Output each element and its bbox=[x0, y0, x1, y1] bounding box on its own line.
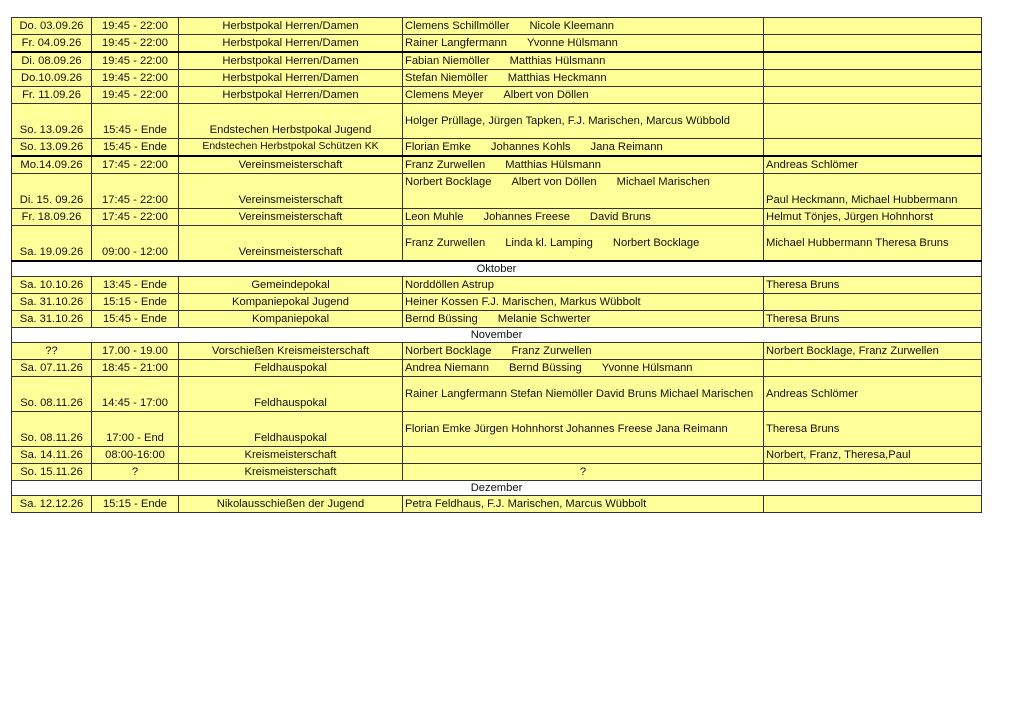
date-cell: Sa. 31.10.26 bbox=[12, 293, 92, 310]
names-cell bbox=[403, 35, 764, 53]
responsible-cell bbox=[764, 52, 982, 70]
event-cell: Gemeindepokal bbox=[179, 276, 403, 293]
responsible-cell: Theresa Bruns bbox=[764, 276, 982, 293]
table-row bbox=[12, 139, 982, 157]
person-name: Heiner Kossen F.J. Marischen, Markus Wübbolt bbox=[405, 295, 641, 308]
date-cell: Fr. 18.09.26 bbox=[12, 209, 92, 226]
date-cell: Sa. 12.12.26 bbox=[12, 495, 92, 512]
time-cell: 08:00-16:00 bbox=[92, 446, 179, 463]
person-name: Holger Prüllage, Jürgen Tapken, F.J. Marischen, Marcus Wübbold bbox=[405, 115, 731, 127]
responsible-cell bbox=[764, 104, 982, 139]
time-cell: 19:45 - 22:00 bbox=[92, 70, 179, 87]
responsible-cell bbox=[764, 359, 982, 376]
event-cell: Kreismeisterschaft bbox=[179, 463, 403, 480]
event-cell: Kreismeisterschaft bbox=[179, 446, 403, 463]
person-name: ? bbox=[579, 465, 587, 478]
names-cell bbox=[403, 104, 764, 139]
time-cell: 14:45 - 17:00 bbox=[92, 376, 179, 411]
event-cell: Endstechen Herbstpokal Schützen KK bbox=[179, 139, 403, 157]
date-cell: Do.10.09.26 bbox=[12, 70, 92, 87]
names-cell bbox=[403, 52, 764, 70]
names-cell bbox=[403, 310, 764, 327]
event-cell: Herbstpokal Herren/Damen bbox=[179, 18, 403, 35]
date-cell: Sa. 31.10.26 bbox=[12, 310, 92, 327]
time-cell: 17:45 - 22:00 bbox=[92, 209, 179, 226]
time-cell: 17:45 - 22:00 bbox=[92, 174, 179, 209]
person-name: Leon Muhle bbox=[405, 211, 464, 223]
date-cell: Sa. 14.11.26 bbox=[12, 446, 92, 463]
date-cell: So. 13.09.26 bbox=[12, 104, 92, 139]
responsible-cell: Norbert, Franz, Theresa,Paul bbox=[764, 446, 982, 463]
date-cell: ?? bbox=[12, 342, 92, 359]
person-name: Michael Marischen bbox=[616, 176, 710, 188]
table-row bbox=[12, 18, 982, 35]
table-row bbox=[12, 70, 982, 87]
person-name: Matthias Hülsmann bbox=[505, 159, 601, 171]
person-name: Yvonne Hülsmann bbox=[601, 361, 693, 374]
time-cell: 18:45 - 21:00 bbox=[92, 359, 179, 376]
time-cell: 15:15 - Ende bbox=[92, 495, 179, 512]
person-name: Norddöllen Astrup bbox=[405, 278, 494, 291]
responsible-cell: Theresa Bruns bbox=[764, 310, 982, 327]
event-cell: Herbstpokal Herren/Damen bbox=[179, 35, 403, 53]
time-cell: 19:45 - 22:00 bbox=[92, 87, 179, 104]
responsible-cell: Norbert Bocklage, Franz Zurwellen bbox=[764, 342, 982, 359]
responsible-cell: Paul Heckmann, Michael Hubbermann bbox=[764, 174, 982, 209]
person-name: Matthias Hülsmann bbox=[509, 55, 606, 67]
time-cell: 15:45 - Ende bbox=[92, 104, 179, 139]
responsible-cell bbox=[764, 139, 982, 157]
person-name: Albert von Döllen bbox=[503, 89, 589, 101]
date-cell: So. 08.11.26 bbox=[12, 411, 92, 446]
month-header-row bbox=[12, 480, 982, 495]
event-cell: Feldhauspokal bbox=[179, 411, 403, 446]
person-name: Johannes Freese bbox=[483, 211, 570, 223]
time-cell: 19:45 - 22:00 bbox=[92, 52, 179, 70]
date-cell: So. 08.11.26 bbox=[12, 376, 92, 411]
names-cell bbox=[403, 226, 764, 261]
table-row bbox=[12, 376, 982, 411]
responsible-cell bbox=[764, 87, 982, 104]
person-name: Rainer Langfermann Stefan Niemöller David Bruns Michael Marischen bbox=[405, 387, 754, 400]
event-cell: Feldhauspokal bbox=[179, 376, 403, 411]
person-name: Stefan Niemöller bbox=[405, 72, 488, 84]
names-cell bbox=[403, 446, 764, 463]
responsible-cell bbox=[764, 35, 982, 53]
person-name: Clemens Schillmöller bbox=[405, 20, 510, 32]
date-cell: Mo.14.09.26 bbox=[12, 156, 92, 174]
responsible-cell bbox=[764, 463, 982, 480]
responsible-cell: Andreas Schlömer bbox=[764, 376, 982, 411]
event-cell: Herbstpokal Herren/Damen bbox=[179, 87, 403, 104]
event-cell: Herbstpokal Herren/Damen bbox=[179, 52, 403, 70]
table-row bbox=[12, 411, 982, 446]
date-cell: So. 13.09.26 bbox=[12, 139, 92, 157]
person-name: Matthias Heckmann bbox=[507, 72, 607, 84]
time-cell: ? bbox=[92, 463, 179, 480]
time-cell: 19:45 - 22:00 bbox=[92, 18, 179, 35]
time-cell: 15:45 - Ende bbox=[92, 310, 179, 327]
time-cell: 17:00 - End bbox=[92, 411, 179, 446]
names-cell bbox=[403, 139, 764, 157]
table-row bbox=[12, 495, 982, 512]
person-name: Norbert Bocklage bbox=[405, 344, 492, 357]
responsible-cell: Michael Hubbermann Theresa Bruns bbox=[764, 226, 982, 261]
names-cell bbox=[403, 18, 764, 35]
names-cell bbox=[403, 359, 764, 376]
table-row bbox=[12, 463, 982, 480]
event-cell: Nikolausschießen der Jugend bbox=[179, 495, 403, 512]
person-name: Johannes Kohls bbox=[490, 141, 571, 153]
names-cell bbox=[403, 276, 764, 293]
person-name: Rainer Langfermann bbox=[405, 37, 507, 49]
names-cell bbox=[403, 209, 764, 226]
table-row bbox=[12, 310, 982, 327]
names-cell bbox=[403, 70, 764, 87]
person-name: David Bruns bbox=[589, 211, 651, 223]
person-name: Nicole Kleemann bbox=[529, 20, 615, 32]
table-row bbox=[12, 276, 982, 293]
event-cell: Vereinsmeisterschaft bbox=[179, 209, 403, 226]
time-cell: 15:45 - Ende bbox=[92, 139, 179, 157]
month-label: Oktober bbox=[12, 261, 982, 277]
names-cell bbox=[403, 495, 764, 512]
date-cell: Fr. 11.09.26 bbox=[12, 87, 92, 104]
table-row bbox=[12, 104, 982, 139]
table-row bbox=[12, 226, 982, 261]
person-name: Franz Zurwellen bbox=[405, 236, 486, 249]
person-name: Clemens Meyer bbox=[405, 89, 484, 101]
person-name: Bernd Büssing bbox=[508, 361, 582, 374]
responsible-cell: Helmut Tönjes, Jürgen Hohnhorst bbox=[764, 209, 982, 226]
time-cell: 19:45 - 22:00 bbox=[92, 35, 179, 53]
person-name: Florian Emke bbox=[405, 141, 471, 153]
names-cell bbox=[403, 411, 764, 446]
person-name: Norbert Bocklage bbox=[612, 236, 700, 249]
names-cell bbox=[403, 376, 764, 411]
person-name: Florian Emke Jürgen Hohnhorst Johannes Freese Jana Reimann bbox=[405, 422, 728, 435]
person-name: Fabian Niemöller bbox=[405, 55, 490, 67]
event-cell: Feldhauspokal bbox=[179, 359, 403, 376]
responsible-cell bbox=[764, 18, 982, 35]
person-name: Norbert Bocklage bbox=[405, 176, 492, 188]
event-cell: Vereinsmeisterschaft bbox=[179, 226, 403, 261]
time-cell: 17.00 - 19.00 bbox=[92, 342, 179, 359]
responsible-cell bbox=[764, 70, 982, 87]
time-cell: 15:15 - Ende bbox=[92, 293, 179, 310]
person-name: Melanie Schwerter bbox=[497, 312, 591, 325]
names-cell bbox=[403, 174, 764, 209]
event-cell: Vorschießen Kreismeisterschaft bbox=[179, 342, 403, 359]
month-label: November bbox=[12, 327, 982, 342]
event-cell: Vereinsmeisterschaft bbox=[179, 156, 403, 174]
event-cell: Herbstpokal Herren/Damen bbox=[179, 70, 403, 87]
date-cell: So. 15.11.26 bbox=[12, 463, 92, 480]
table-row bbox=[12, 87, 982, 104]
event-cell: Vereinsmeisterschaft bbox=[179, 174, 403, 209]
names-cell bbox=[403, 87, 764, 104]
names-cell bbox=[403, 293, 764, 310]
table-row bbox=[12, 156, 982, 174]
schedule-table bbox=[11, 17, 982, 513]
person-name: Linda kl. Lamping bbox=[505, 236, 593, 249]
responsible-cell: Theresa Bruns bbox=[764, 411, 982, 446]
names-cell bbox=[403, 342, 764, 359]
person-name: Franz Zurwellen bbox=[405, 159, 486, 171]
time-cell: 17:45 - 22:00 bbox=[92, 156, 179, 174]
table-row bbox=[12, 342, 982, 359]
names-cell bbox=[403, 156, 764, 174]
date-cell: Sa. 07.11.26 bbox=[12, 359, 92, 376]
responsible-cell bbox=[764, 495, 982, 512]
table-row bbox=[12, 174, 982, 209]
table-row bbox=[12, 446, 982, 463]
person-name: Yvonne Hülsmann bbox=[527, 37, 618, 49]
event-cell: Kompaniepokal bbox=[179, 310, 403, 327]
person-name: Albert von Döllen bbox=[511, 176, 597, 188]
date-cell: Sa. 10.10.26 bbox=[12, 276, 92, 293]
month-label: Dezember bbox=[12, 480, 982, 495]
names-cell bbox=[403, 463, 764, 480]
event-cell: Kompaniepokal Jugend bbox=[179, 293, 403, 310]
date-cell: Di. 08.09.26 bbox=[12, 52, 92, 70]
table-row bbox=[12, 359, 982, 376]
date-cell: Sa. 19.09.26 bbox=[12, 226, 92, 261]
table-row bbox=[12, 35, 982, 53]
person-name: Andrea Niemann bbox=[405, 361, 489, 374]
month-header-row bbox=[12, 327, 982, 342]
time-cell: 09:00 - 12:00 bbox=[92, 226, 179, 261]
event-cell: Endstechen Herbstpokal Jugend bbox=[179, 104, 403, 139]
time-cell: 13:45 - Ende bbox=[92, 276, 179, 293]
person-name: Franz Zurwellen bbox=[511, 344, 592, 357]
date-cell: Do. 03.09.26 bbox=[12, 18, 92, 35]
date-cell: Di. 15. 09.26 bbox=[12, 174, 92, 209]
table-row bbox=[12, 52, 982, 70]
date-cell: Fr. 04.09.26 bbox=[12, 35, 92, 53]
responsible-cell bbox=[764, 293, 982, 310]
table-row bbox=[12, 209, 982, 226]
responsible-cell: Andreas Schlömer bbox=[764, 156, 982, 174]
person-name: Petra Feldhaus, F.J. Marischen, Marcus Wübbolt bbox=[405, 497, 647, 510]
person-name: Bernd Büssing bbox=[405, 312, 478, 325]
table-row bbox=[12, 293, 982, 310]
person-name: Jana Reimann bbox=[590, 141, 663, 153]
month-header-row bbox=[12, 261, 982, 277]
